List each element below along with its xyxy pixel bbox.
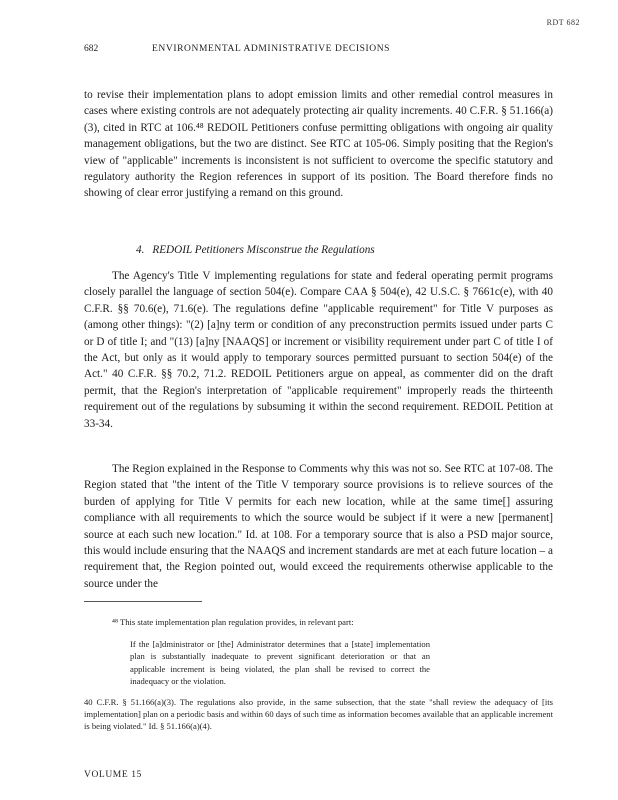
body-paragraph-3: The Region explained in the Response to Comments why this was not so. See RTC at 107-08. The Region stated that "the intent of the Title V temporary source provisions is to relieve sources of the burden of applying for Title V permits for each new location, while at the same time[] assuring compliance with all requirements to which the source would be subject if it were a new [permanent] source at each such new location." Id. at 108. For a temporary source that is also a PSD major source, this would include ensuring that the NAAQS and increment standards are met at each future location – a requirement that, the Region pointed out, would exceed the requirements otherwise applicable to the source under the	[84, 463, 553, 590]
page-number: 682	[84, 44, 99, 54]
volume-label: VOLUME 15	[84, 770, 142, 780]
body-paragraph-1: to revise their implementation plans to adopt emission limits and other remedial control measures in cases where existing controls are not adequately protecting air quality increments. 40 C.F.R. § 51.166(a)(3), cited in RTC at 106.⁴⁸ REDOIL Petitioners confuse permitting obligations with ongoing air quality management obligations, but the two are distinct. See RTC at 105-06. Simply positing that the Region's view of "applicable" increments is inconsistent is not sufficient to overcome the specific statutory and regulatory authority the Region references in support of its position. The Board therefore finds no showing of clear error justifying a remand on this ground.	[84, 89, 553, 200]
footnote-divider	[84, 601, 202, 602]
footnote-block-quote: If the [a]dministrator or [the] Administrator determines that a [state] implementation plan is substantially inadequate to prevent significant deterioration or that an applicable increment is being violated, the plan shall be revised to correct the inadequacy or the violation.	[130, 639, 430, 687]
section-heading	[136, 244, 375, 256]
section-heading-letter: 4.	[136, 244, 145, 256]
body-paragraph-2: The Agency's Title V implementing regulations for state and federal operating permit programs closely parallel the language of section 504(e). Compare CAA § 504(e), 42 U.S.C. § 7661c(e), with 40 C.F.R. §§ 70.6(e), 71.6(e). The regulations define "applicable requirement" for Title V purposes as (among other things): "(2) [a]ny term or condition of any preconstruction permits issued under parts C or D of title I; and "(13) [a]ny [NAAQS] or increment or visibility requirement under part C of title I of the Act, but only as it would apply to temporary sources permitted pursuant to section 504(e) of the Act." 40 C.F.R. §§ 70.2, 71.2. REDOIL Petitioners argue on appeal, as commenter did on the draft permit, that the Region's interpretation of "applicable requirement" improperly reads the thirteenth requirement out of the regulations by subsuming it within the second requirement. REDOIL Petition at 33-34.	[84, 270, 553, 430]
section-heading-text: REDOIL Petitioners Misconstrue the Regulations	[152, 244, 375, 256]
running-head: ENVIRONMENTAL ADMINISTRATIVE DECISIONS	[152, 44, 391, 54]
footnote-citation: 40 C.F.R. § 51.166(a)(3). The regulations also provide, in the same subsection, that the state "shall review the adequacy of [its implementation] plan on a periodic basis and within 60 days of such time as information becomes available that an applicable increment is being violated." Id. § 51.166(a)(4).	[84, 697, 553, 732]
footnote-intro: ⁴⁸ This state implementation plan regulation provides, in relevant part:	[112, 617, 354, 627]
docket-number: RDT 682	[546, 18, 580, 27]
